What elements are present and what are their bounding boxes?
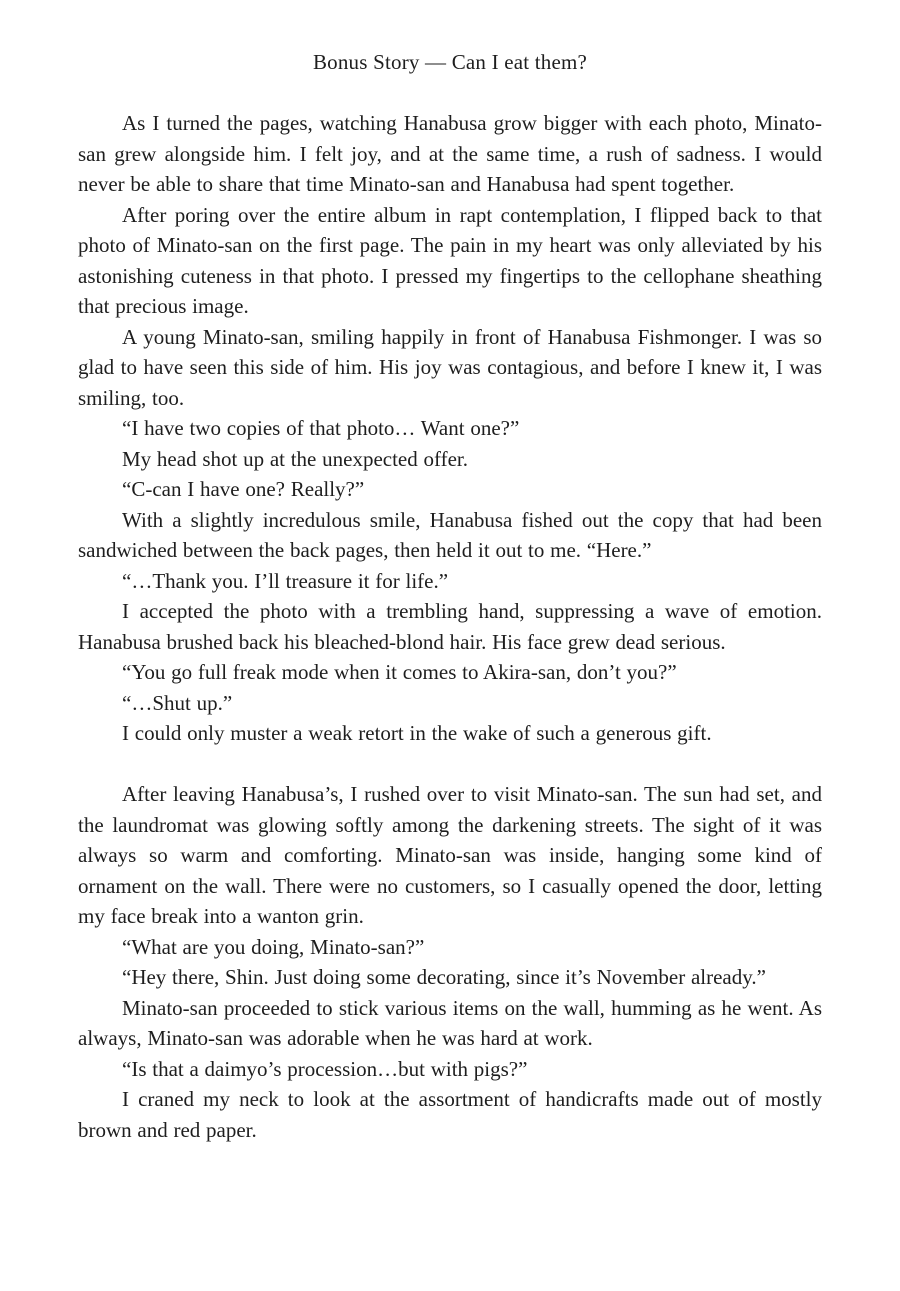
story-paragraph: “Hey there, Shin. Just doing some decorating, since it’s November already.” [122,965,766,989]
story-paragraph: My head shot up at the unexpected offer. [122,446,469,471]
story-title: Bonus Story — Can I eat them? [312,50,588,74]
story-paragraph: “…Shut up.” [122,690,233,715]
story-paragraph: “C-can I have one? Really?” [122,477,365,501]
story-paragraph: I craned my neck to look at the assortment of handicrafts made out of mostly brown and red paper. [78,1087,822,1142]
story-paragraph: “You go full freak mode when it comes to Akira-san, don’t you?” [122,660,677,684]
story-paragraph: “I have two copies of that photo… Want one?” [122,416,520,440]
story-paragraph: “Is that a daimyo’s procession…but with pigs?” [122,1056,528,1081]
story-paragraph: “What are you doing, Minato-san?” [122,934,425,959]
story-paragraph: After poring over the entire album in rapt contemplation, I flipped back to that photo of Minato-san on the first page. The pain in my heart was only alleviated by his astonishing cuteness in that photo. I pressed my fingertips to the cellophane sheathing that precious image. [78,202,822,318]
story-paragraph: I accepted the photo with a trembling hand, suppressing a wave of emotion. Hanabusa brushed back his bleached-blond hair. His face grew dead serious. [78,599,822,654]
story-paragraph: After leaving Hanabusa’s, I rushed over to visit Minato-san. The sun had set, and the laundromat was glowing softly among the darkening streets. The sight of it was always so warm and comforting. Minato-san was inside, hanging some kind of ornament on the wall. There were no customers, so I casually opened the door, letting my face break into a wanton grin. [78,782,822,928]
story-paragraph: Minato-san proceeded to stick various items on the wall, humming as he went. As always, Minato-san was adorable when he was hard at work. [78,995,822,1050]
story-paragraph: “…Thank you. I’ll treasure it for life.” [122,568,449,593]
story-paragraph: A young Minato-san, smiling happily in front of Hanabusa Fishmonger. I was so glad to have seen this side of him. His joy was contagious, and before I knew it, I was smiling, too. [78,324,822,410]
story-paragraph: As I turned the pages, watching Hanabusa grow bigger with each photo, Minato-san grew alongside him. I felt joy, and at the same time, a rush of sadness. I would never be able to share that time Minato-san and Hanabusa had spent together. [78,111,822,196]
story-paragraph: With a slightly incredulous smile, Hanabusa fished out the copy that had been sandwiched between the back pages, then held it out to me. “Here.” [78,507,822,562]
story-paragraph: I could only muster a weak retort in the wake of such a generous gift. [122,721,712,745]
story-body [78,108,822,1145]
